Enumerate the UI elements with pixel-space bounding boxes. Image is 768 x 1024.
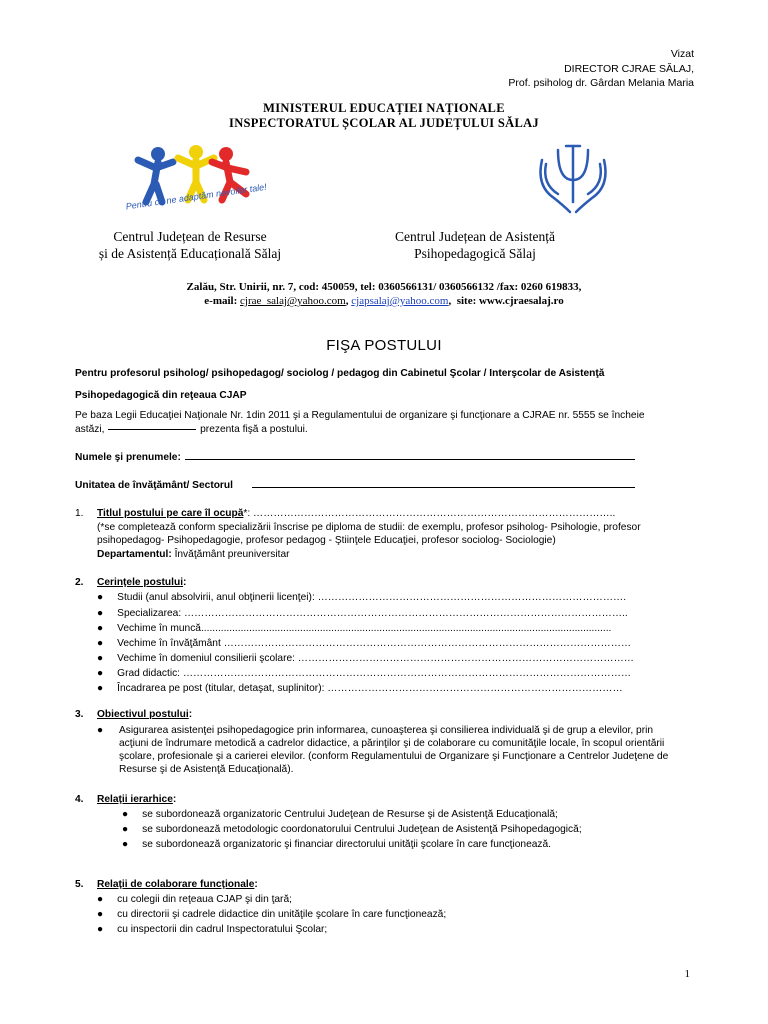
- section-5-title: Relaţii de colaborare funcţionale: [97, 879, 255, 890]
- section-4-number: 4.: [75, 794, 84, 805]
- intro-line: Psihopedagogică din reţeaua CJAP: [75, 390, 247, 401]
- approval-block: [508, 47, 694, 91]
- email-label: e-mail:: [204, 295, 238, 307]
- section-1-note: [97, 521, 697, 547]
- section-1-number: 1.: [75, 508, 84, 519]
- director-title: DIRECTOR CJRAE SĂLAJ,: [564, 62, 694, 75]
- list-item: ● cu directorii şi cadrele didactice din unităţile şcolare în care funcţionează;: [97, 909, 447, 920]
- address-line: Zalău, Str. Unirii, nr. 7, cod: 450059, tel: 0360566131/ 0360566132 /fax: 0260 619833,: [186, 281, 582, 293]
- objective-line: Resurse şi de Asistenţă Educaţională).: [119, 764, 294, 775]
- intro-line: Pentru profesorul psiholog/ psihopedagog/ sociolog / pedagog din Cabinetul Şcolar / Interşcolar de Asistenţă: [75, 368, 605, 379]
- list-item: ● Grad didactic: ……………………………………………………………………………………………………………………: [97, 668, 632, 679]
- unit-field-label: Unitatea de învăţământ/ Sectorul: [75, 480, 233, 491]
- date-blank[interactable]: [108, 428, 196, 430]
- section-2-heading: Cerinţele postului:: [97, 577, 187, 588]
- list-item-text: cu colegii din reţeaua CJAP şi din ţară;: [117, 894, 292, 905]
- list-item-text: Vechime în învăţământ …………………………………………………………………………………………………………: [117, 638, 632, 649]
- list-item: ● Vechime în domeniul consilierii şcolare: ………………………………………………………………………………………: [97, 653, 634, 664]
- contact-address: [0, 280, 768, 308]
- list-item-text: Vechime în domeniul consilierii şcolare: ………………………………………………………………………………………: [117, 653, 634, 664]
- psi-hands-icon: [541, 146, 606, 212]
- unit-field-line[interactable]: [252, 487, 635, 488]
- document-title: FIŞA POSTULUI: [326, 337, 442, 354]
- list-item-text: se subordonează organizatoric şi financiar directorului unităţii şcolare în care funcţionează.: [142, 839, 552, 850]
- list-item: ● Încadrarea pe post (titular, detaşat, suplinitor): ……………………………………………………………………………: [97, 683, 623, 694]
- section-3-title: Obiectivul postului: [97, 709, 189, 720]
- cjrae-name: [70, 228, 310, 262]
- cjap-name-line: Centrul Județean de Asistență: [394, 229, 556, 244]
- list-item: ● cu inspectorii din cadrul Inspectoratului Şcolar;: [97, 924, 328, 935]
- section-2-title: Cerinţele postului: [97, 577, 184, 588]
- legal-basis-line2: [75, 423, 308, 436]
- list-item: ● se subordonează organizatoric Centrului Judeţean de Resurse şi de Asistenţă Educaţională;: [122, 809, 558, 820]
- list-item: ● Studii (anul absolvirii, anul obţinerii licenţei): ……………………………………………………………………………….: [97, 592, 627, 603]
- department-label: Departamentul:: [97, 549, 172, 560]
- logo-slogan: Pentru că ne adaptăm nevoilor tale!: [125, 181, 268, 212]
- department-value: Învăţământ preuniversitar: [171, 549, 290, 560]
- objective-line: acţiuni de îndrumare metodică a cadrelor didactice, a părinţilor şi de colaborare cu comunităţile locale, în scopul orientării: [119, 738, 665, 749]
- list-item-text: Vechime în muncă.................................................................................................................................................: [117, 623, 612, 634]
- list-item: ● se subordonează organizatoric şi financiar directorului unităţii şcolare în care funcţionează.: [122, 839, 552, 850]
- section-5-number: 5.: [75, 879, 84, 890]
- section-5-heading: Relaţii de colaborare funcţionale:: [97, 879, 258, 890]
- cjap-name: [345, 228, 605, 262]
- cjrae-logo: [118, 142, 303, 222]
- ministry-line: MINISTERUL EDUCAȚIEI NAȚIONALE: [263, 101, 505, 115]
- section-4-heading: Relaţii ierarhice:: [97, 794, 177, 805]
- cjrae-name-line: Centrul Județean de Resurse: [113, 229, 267, 244]
- department-line: [97, 548, 290, 561]
- list-item: ● Vechime în muncă.................................................................................................................................................: [97, 623, 612, 634]
- section-1-title: Titlul postului pe care îl ocupă: [97, 508, 244, 519]
- cjap-name-line: Psihopedagogică Sălaj: [414, 246, 536, 261]
- section-3-number: 3.: [75, 709, 84, 720]
- list-item-text: Specializarea: …………………………………………………………………………………………………………………..: [117, 608, 628, 619]
- list-item-text: Grad didactic: ……………………………………………………………………………………………………………………: [117, 668, 632, 679]
- section-3-heading: Obiectivul postului:: [97, 709, 193, 720]
- section-1-blank: *: ……………………………………………………………………………………………..: [243, 508, 616, 519]
- list-item-text: Încadrarea pe post (titular, detaşat, suplinitor): ……………………………………………………………………………: [117, 683, 623, 694]
- list-item: ● Vechime în învăţământ …………………………………………………………………………………………………………: [97, 638, 632, 649]
- list-item-text: cu directorii şi cadrele didactice din unităţile şcolare în care funcţionează;: [117, 909, 447, 920]
- cjap-logo: [532, 140, 614, 218]
- vizat-label: Vizat: [670, 48, 694, 60]
- director-name: Prof. psiholog dr. Gârdan Melania Maria: [508, 77, 694, 89]
- list-item: ● cu colegii din reţeaua CJAP şi din ţară;: [97, 894, 292, 905]
- email-link-cjap[interactable]: cjapsalaj@yahoo.com: [351, 295, 449, 307]
- website-text: site: www.cjraesalaj.ro: [456, 295, 564, 307]
- objective-text: [119, 724, 699, 776]
- objective-line: Asigurarea asistenţei psihopedagogice prin informarea, cunoaşterea şi consilierea individuală şi de grup a elevilor, prin: [119, 725, 654, 736]
- name-field-label: Numele şi prenumele:: [75, 452, 181, 463]
- list-item: ● Specializarea: …………………………………………………………………………………………………………………..: [97, 608, 628, 619]
- section-2-number: 2.: [75, 577, 84, 588]
- note-line: psihopedagog- Psihopedagogie, profesor pedagog - Ştiinţele Educaţiei, profesor sociolog- Sociologie): [97, 535, 556, 546]
- list-item-text: Studii (anul absolvirii, anul obţinerii licenţei): ……………………………………………………………………………….: [117, 592, 627, 603]
- email-link-cjrae[interactable]: cjrae_salaj@yahoo.com: [240, 295, 346, 307]
- note-line: (*se completează conform specializării înscrise pe diploma de studii: de exemplu, profesor psiholog- Psihologie, profesor: [97, 522, 641, 533]
- inspectorate-line: INSPECTORATUL ȘCOLAR AL JUDEȚULUI SĂLAJ: [229, 116, 539, 130]
- list-item-text: se subordonează metodologic coordonatorului Centrului Judeţean de Asistenţă Psihopedagogică;: [142, 824, 582, 835]
- cjrae-name-line: și de Asistență Educațională Sălaj: [98, 246, 282, 261]
- page-number: 1: [684, 968, 690, 980]
- name-field-line[interactable]: [185, 459, 635, 460]
- legal-basis-line: Pe baza Legii Educaţiei Naţionale Nr. 1din 2011 şi a Regulamentului de organizare şi funcţionare a CJRAE nr. 5555 se încheie: [75, 410, 645, 421]
- section-1-heading: [97, 508, 657, 519]
- email-line: e-mail: cjrae_salaj@yahoo.com, cjapsalaj@yahoo.com, site: www.cjraesalaj.ro: [204, 295, 564, 307]
- ministry-heading: [0, 101, 768, 131]
- list-item-text: cu inspectorii din cadrul Inspectoratului Şcolar;: [117, 924, 328, 935]
- list-item: ● se subordonează metodologic coordonatorului Centrului Judeţean de Asistenţă Psihopedagogică;: [122, 824, 582, 835]
- list-item-text: se subordonează organizatoric Centrului Judeţean de Resurse şi de Asistenţă Educaţională;: [142, 809, 558, 820]
- section-4-title: Relaţii ierarhice: [97, 794, 173, 805]
- objective-bullet: ●: [97, 725, 104, 736]
- objective-line: şcolare, profesionale şi a carierei elevilor. (conform Regulamentului de Organizare şi Funcţionare a Centrelor Judeţene de: [119, 751, 669, 762]
- basis-text: prezenta fişă a postului.: [200, 424, 308, 435]
- date-label: astăzi,: [75, 424, 105, 435]
